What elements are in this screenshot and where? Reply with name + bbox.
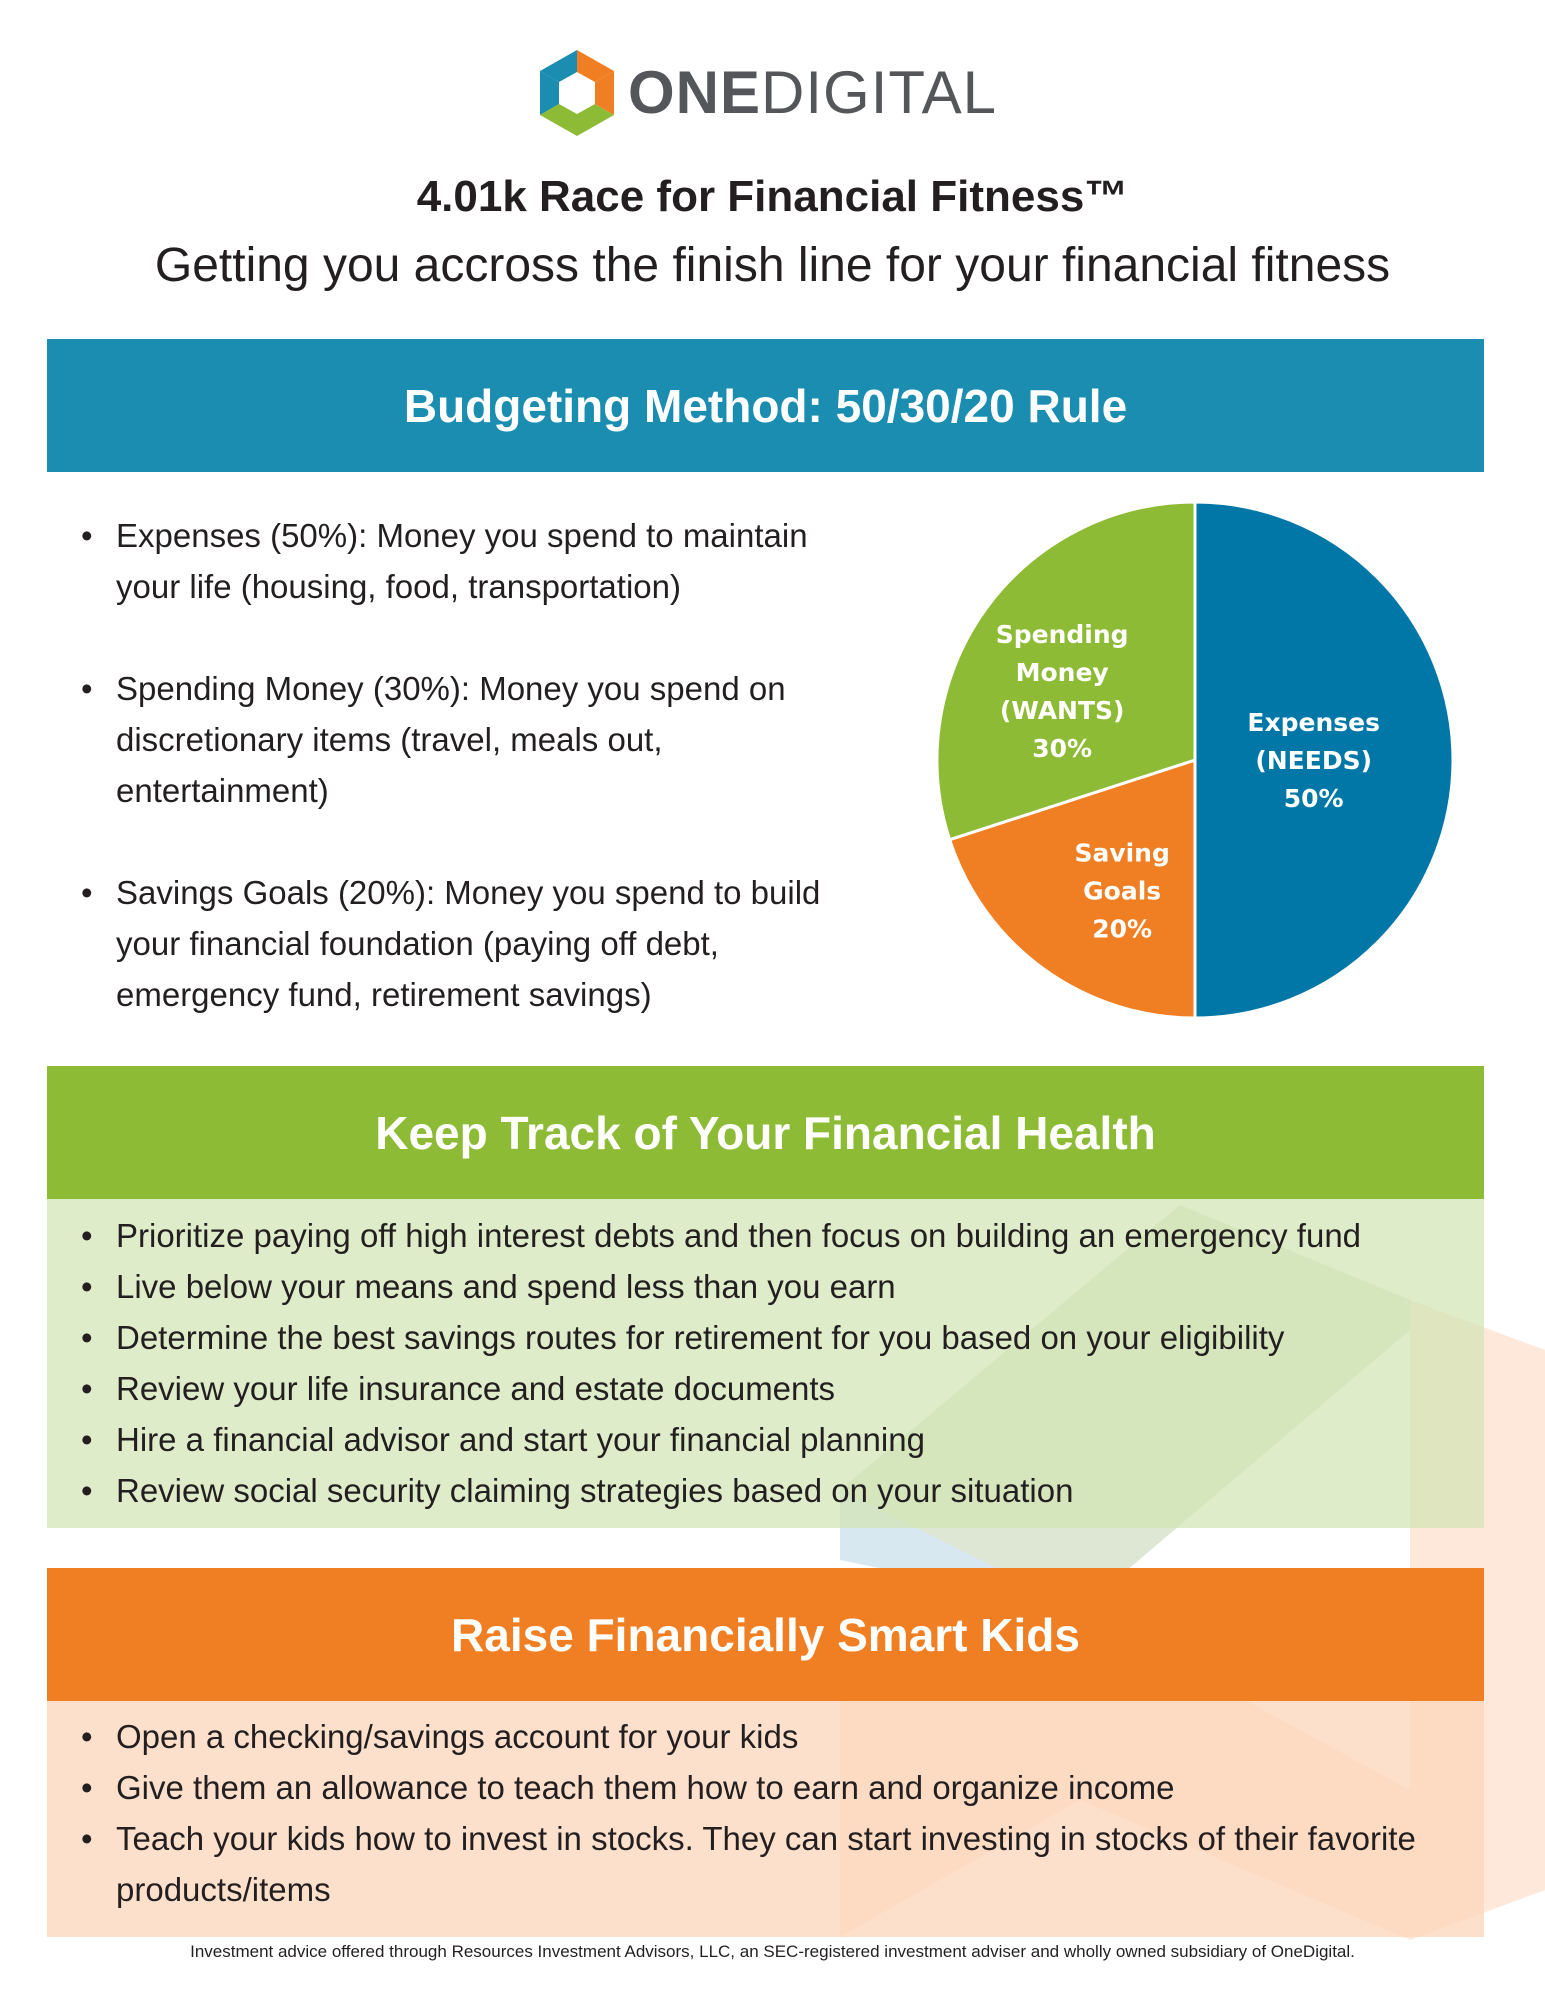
list-item (47, 1261, 1484, 1312)
logo-text-bold: ONE (628, 59, 762, 126)
bullet-icon: • (81, 1472, 93, 1509)
page-subtitle: Getting you accross the finish line for your financial fitness (154, 239, 1391, 292)
bullet-icon: • (81, 1769, 93, 1806)
list-item (47, 1210, 1484, 1261)
list-item-text: Hire a financial advisor and start your financial planning (116, 1421, 925, 1458)
pie-slice-label: Saving Goals 20% (1074, 838, 1170, 944)
list-item (47, 1711, 1427, 1762)
footer-disclaimer: Investment advice offered through Resources Investment Advisors, LLC, an SEC-registered investment adviser and wholly owned subsidiary of OneDigital. (190, 1942, 1355, 1961)
bullet-icon: • (81, 1319, 93, 1356)
health-list (47, 1210, 1484, 1516)
list-item-text: Give them an allowance to teach them how to earn and organize income (116, 1769, 1175, 1806)
list-item-text: Review your life insurance and estate documents (116, 1370, 836, 1407)
budget-section-heading: Budgeting Method: 50/30/20 Rule (47, 339, 1484, 472)
kids-list (47, 1711, 1427, 1915)
bullet-icon: • (81, 1820, 93, 1857)
list-item (47, 867, 867, 1020)
list-item-text: Expenses (50%): Money you spend to maintain your life (housing, food, transportation) (116, 517, 808, 605)
list-item (47, 1312, 1484, 1363)
bullet-icon: • (81, 1217, 93, 1254)
list-item (47, 1813, 1427, 1915)
health-section-heading: Keep Track of Your Financial Health (47, 1066, 1484, 1199)
list-item (47, 1762, 1427, 1813)
bullet-icon: • (81, 1268, 93, 1305)
list-item-text: Prioritize paying off high interest debts and then focus on building an emergency fund (116, 1217, 1362, 1254)
bullet-icon: • (81, 1718, 93, 1755)
list-item-text: Live below your means and spend less than you earn (116, 1268, 896, 1305)
bullet-icon: • (81, 670, 93, 707)
bullet-icon: • (81, 874, 93, 911)
onedigital-hexagon-icon (538, 48, 616, 138)
list-item-text: Savings Goals (20%): Money you spend to build your financial foundation (paying off debt, emergency fund, retirement savings) (116, 874, 821, 1013)
budget-list (47, 510, 867, 1071)
list-item-text: Determine the best savings routes for retirement for you based on your eligibility (116, 1319, 1285, 1356)
kids-section-heading: Raise Financially Smart Kids (47, 1568, 1484, 1701)
list-item (47, 510, 867, 612)
list-item-text: Teach your kids how to invest in stocks. They can start investing in stocks of their favorite products/items (116, 1820, 1416, 1908)
pie-slice-label: Expenses (NEEDS) 50% (1247, 708, 1380, 813)
list-item-text: Review social security claiming strategies based on your situation (116, 1472, 1074, 1509)
budget-pie-chart (930, 495, 1460, 1025)
onedigital-logo (538, 48, 997, 138)
page-title: 4.01k Race for Financial Fitness™ (416, 172, 1129, 221)
bullet-icon: • (81, 1370, 93, 1407)
list-item (47, 663, 867, 816)
bullet-icon: • (81, 1421, 93, 1458)
bullet-icon: • (81, 517, 93, 554)
list-item-text: Spending Money (30%): Money you spend on discretionary items (travel, meals out, entertainment) (116, 670, 786, 809)
logo-text-light: DIGITAL (761, 59, 997, 126)
list-item (47, 1465, 1484, 1516)
list-item (47, 1414, 1484, 1465)
pie-slice-label: Spending Money (WANTS) 30% (995, 620, 1129, 764)
logo-wordmark (628, 59, 997, 126)
list-item-text: Open a checking/savings account for your kids (116, 1718, 799, 1755)
list-item (47, 1363, 1484, 1414)
